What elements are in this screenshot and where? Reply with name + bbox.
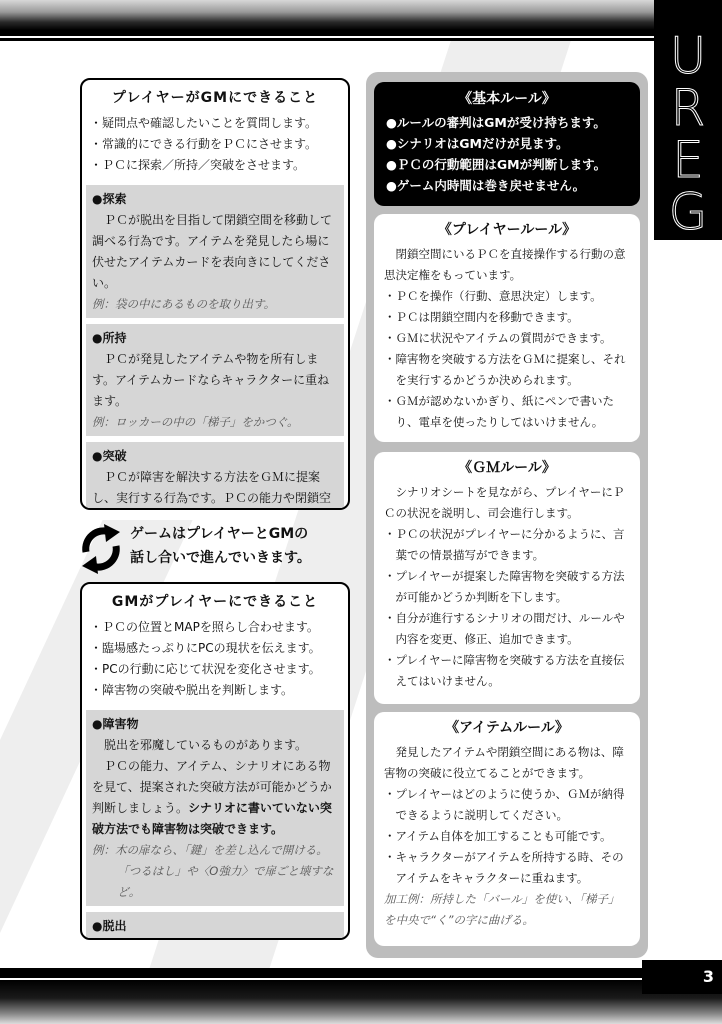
gm-abilities-panel bbox=[80, 582, 350, 940]
section-body: ＰＣが脱出を目指して閉鎖空間を移動して調べる行為です。アイテムを発見したら場に伏せたアイテムカードを表向きにしてください。 bbox=[92, 213, 333, 290]
rule-item: ● シナリオはGMだけが見ます。 bbox=[386, 133, 628, 154]
rule-item: ・ アイテム自体を加工することも可能です。 bbox=[384, 826, 630, 847]
section-emphasis: シナリオに書いていない突破方法でも障害物は突破できます。 bbox=[92, 801, 332, 836]
rule-item: ● ＰＣの行動範囲はGMが判断します。 bbox=[386, 154, 628, 175]
section-breakthrough bbox=[86, 440, 344, 510]
box-title: 《アイテムルール》 bbox=[445, 720, 569, 736]
list-item: ・ PCの行動に応じて状況を変化させます。 bbox=[90, 659, 342, 680]
rule-item: ・ 障害物を突破する方法をＧＭに提案し、それを実行するかどうか決められます。 bbox=[384, 349, 630, 391]
section-explore bbox=[86, 183, 344, 318]
page-title bbox=[654, 0, 722, 240]
section-body: ＰＣが発見したアイテムや物を所有します。アイテムカードならキャラクターに重ねます。 bbox=[92, 352, 330, 408]
item-rules-box bbox=[374, 712, 640, 946]
rule-item: ・ プレイヤーが提案した障害物を突破する方法が可能かどうか判断を下します。 bbox=[384, 566, 630, 608]
player-abilities-panel bbox=[80, 78, 350, 510]
section-title: ● 脱出 bbox=[92, 916, 338, 937]
section-body: ＰＣが障害を解決する方法をＧＭに提案し、実行する行為です。ＰＣの能力や閉鎖空 bbox=[92, 470, 332, 505]
player-abilities-list bbox=[82, 113, 348, 180]
rule-item: ・ ＰＣは閉鎖空間内を移動できます。 bbox=[384, 307, 630, 328]
section-title: ● 障害物 bbox=[92, 714, 338, 735]
box-title: 《プレイヤールール》 bbox=[437, 222, 577, 238]
box-intro: 閉鎖空間にいるＰＣを直接操作する行動の意思決定権をもっています。 bbox=[384, 247, 626, 282]
section-body: 脱出を邪魔しているものがあります。 bbox=[104, 738, 308, 752]
title-letter: R bbox=[670, 79, 706, 137]
list-item: ・ ＰＣの位置とMAPを照らし合わせます。 bbox=[90, 617, 342, 638]
rule-item: ・ キャラクターがアイテムを所持する時、そのアイテムをキャラクターに重ねます。 bbox=[384, 847, 630, 889]
game-flow-note bbox=[130, 522, 311, 570]
section-text: ＰＣの能力、アイテム、シナリオにある物を見て、提案された突破方法が可能かどうか判断しましょう。 bbox=[92, 759, 332, 815]
box-title: 《ＧＭルール》 bbox=[458, 460, 556, 476]
list-item: ・ 疑問点や確認したいことを質問します。 bbox=[90, 113, 342, 134]
rule-item: ・ プレイヤーに障害物を突破する方法を直接伝えてはいけません。 bbox=[384, 650, 630, 692]
rule-item: ・ ＰＣの状況がプレイヤーに分かるように、言葉での情景描写ができます。 bbox=[384, 524, 630, 566]
gm-abilities-list bbox=[82, 617, 348, 705]
box-intro: 発見したアイテムや閉鎖空間にある物は、障害物の突破に役立てることができます。 bbox=[384, 745, 624, 780]
title-letter: G bbox=[668, 183, 708, 241]
panel-title: プレイヤーがGMにできること bbox=[111, 90, 319, 106]
section-escape bbox=[86, 910, 344, 940]
header-band bbox=[0, 0, 654, 36]
section-title: ● 突破 bbox=[92, 446, 338, 467]
list-item: ・ ＰＣに探索／所持／突破をさせます。 bbox=[90, 155, 342, 176]
section-example: 例：袋の中にあるものを取り出す。 bbox=[92, 297, 276, 311]
panel-title: GMがプレイヤーにできること bbox=[111, 594, 319, 610]
rule-item: ・ ＰＣを操作（行動、意思決定）します。 bbox=[384, 286, 630, 307]
rule-item: ● ゲーム内時間は巻き戻せません。 bbox=[386, 175, 628, 196]
player-rules-box bbox=[374, 214, 640, 442]
basic-rules-box bbox=[374, 82, 640, 206]
section-possess bbox=[86, 322, 344, 436]
box-title: 《基本ルール》 bbox=[458, 91, 556, 107]
list-item: ・ 臨場感たっぷりにPCの現状を伝えます。 bbox=[90, 638, 342, 659]
section-example: 例：ロッカーの中の「梯子」をかつぐ。 bbox=[92, 415, 299, 429]
cycle-arrows-icon bbox=[80, 524, 122, 574]
rule-item: ・ プレイヤーはどのように使うか、ＧＭが納得できるように説明してください。 bbox=[384, 784, 630, 826]
title-letter: U bbox=[669, 27, 707, 85]
section-example: 例：木の扉なら、「鍵」を差し込んで開ける。 bbox=[92, 843, 328, 857]
section-example: 「つるはし」や〈O強力〉で扉ごと壊すなど。 bbox=[117, 864, 334, 899]
section-body bbox=[92, 756, 338, 840]
box-intro: シナリオシートを見ながら、プレイヤーにＰＣの状況を説明し、司会進行します。 bbox=[384, 485, 625, 520]
section-body bbox=[92, 937, 338, 940]
title-letter: E bbox=[672, 131, 704, 189]
note-line: 話し合いで進んでいきます。 bbox=[130, 550, 311, 566]
rule-item: ・ 自分が進行するシナリオの間だけ、ルールや内容を変更、修正、追加できます。 bbox=[384, 608, 630, 650]
section-obstacle bbox=[86, 708, 344, 906]
item-example: 加工例：所持した「バール」を使い、「梯子」を中央で“く”の字に曲げる。 bbox=[384, 892, 620, 927]
list-item: ・ 障害物の突破や脱出を判断します。 bbox=[90, 680, 342, 701]
gm-rules-box bbox=[374, 452, 640, 704]
footer-band bbox=[0, 968, 722, 1024]
rule-item: ・ ＧＭに状況やアイテムの質問ができます。 bbox=[384, 328, 630, 349]
rule-item: ● ルールの審判はGMが受け持ちます。 bbox=[386, 112, 628, 133]
header-line bbox=[0, 38, 654, 41]
rule-item: ・ ＧＭが認めないかぎり、紙にペンで書いたり、電卓を使ったりしてはいけません。 bbox=[384, 391, 630, 433]
section-title: ● 所持 bbox=[92, 328, 338, 349]
note-line: ゲームはプレイヤーとGMの bbox=[130, 526, 309, 542]
list-item: ・ 常識的にできる行動をＰＣにさせます。 bbox=[90, 134, 342, 155]
page-number: 3 bbox=[642, 960, 722, 994]
section-title: ● 探索 bbox=[92, 189, 338, 210]
